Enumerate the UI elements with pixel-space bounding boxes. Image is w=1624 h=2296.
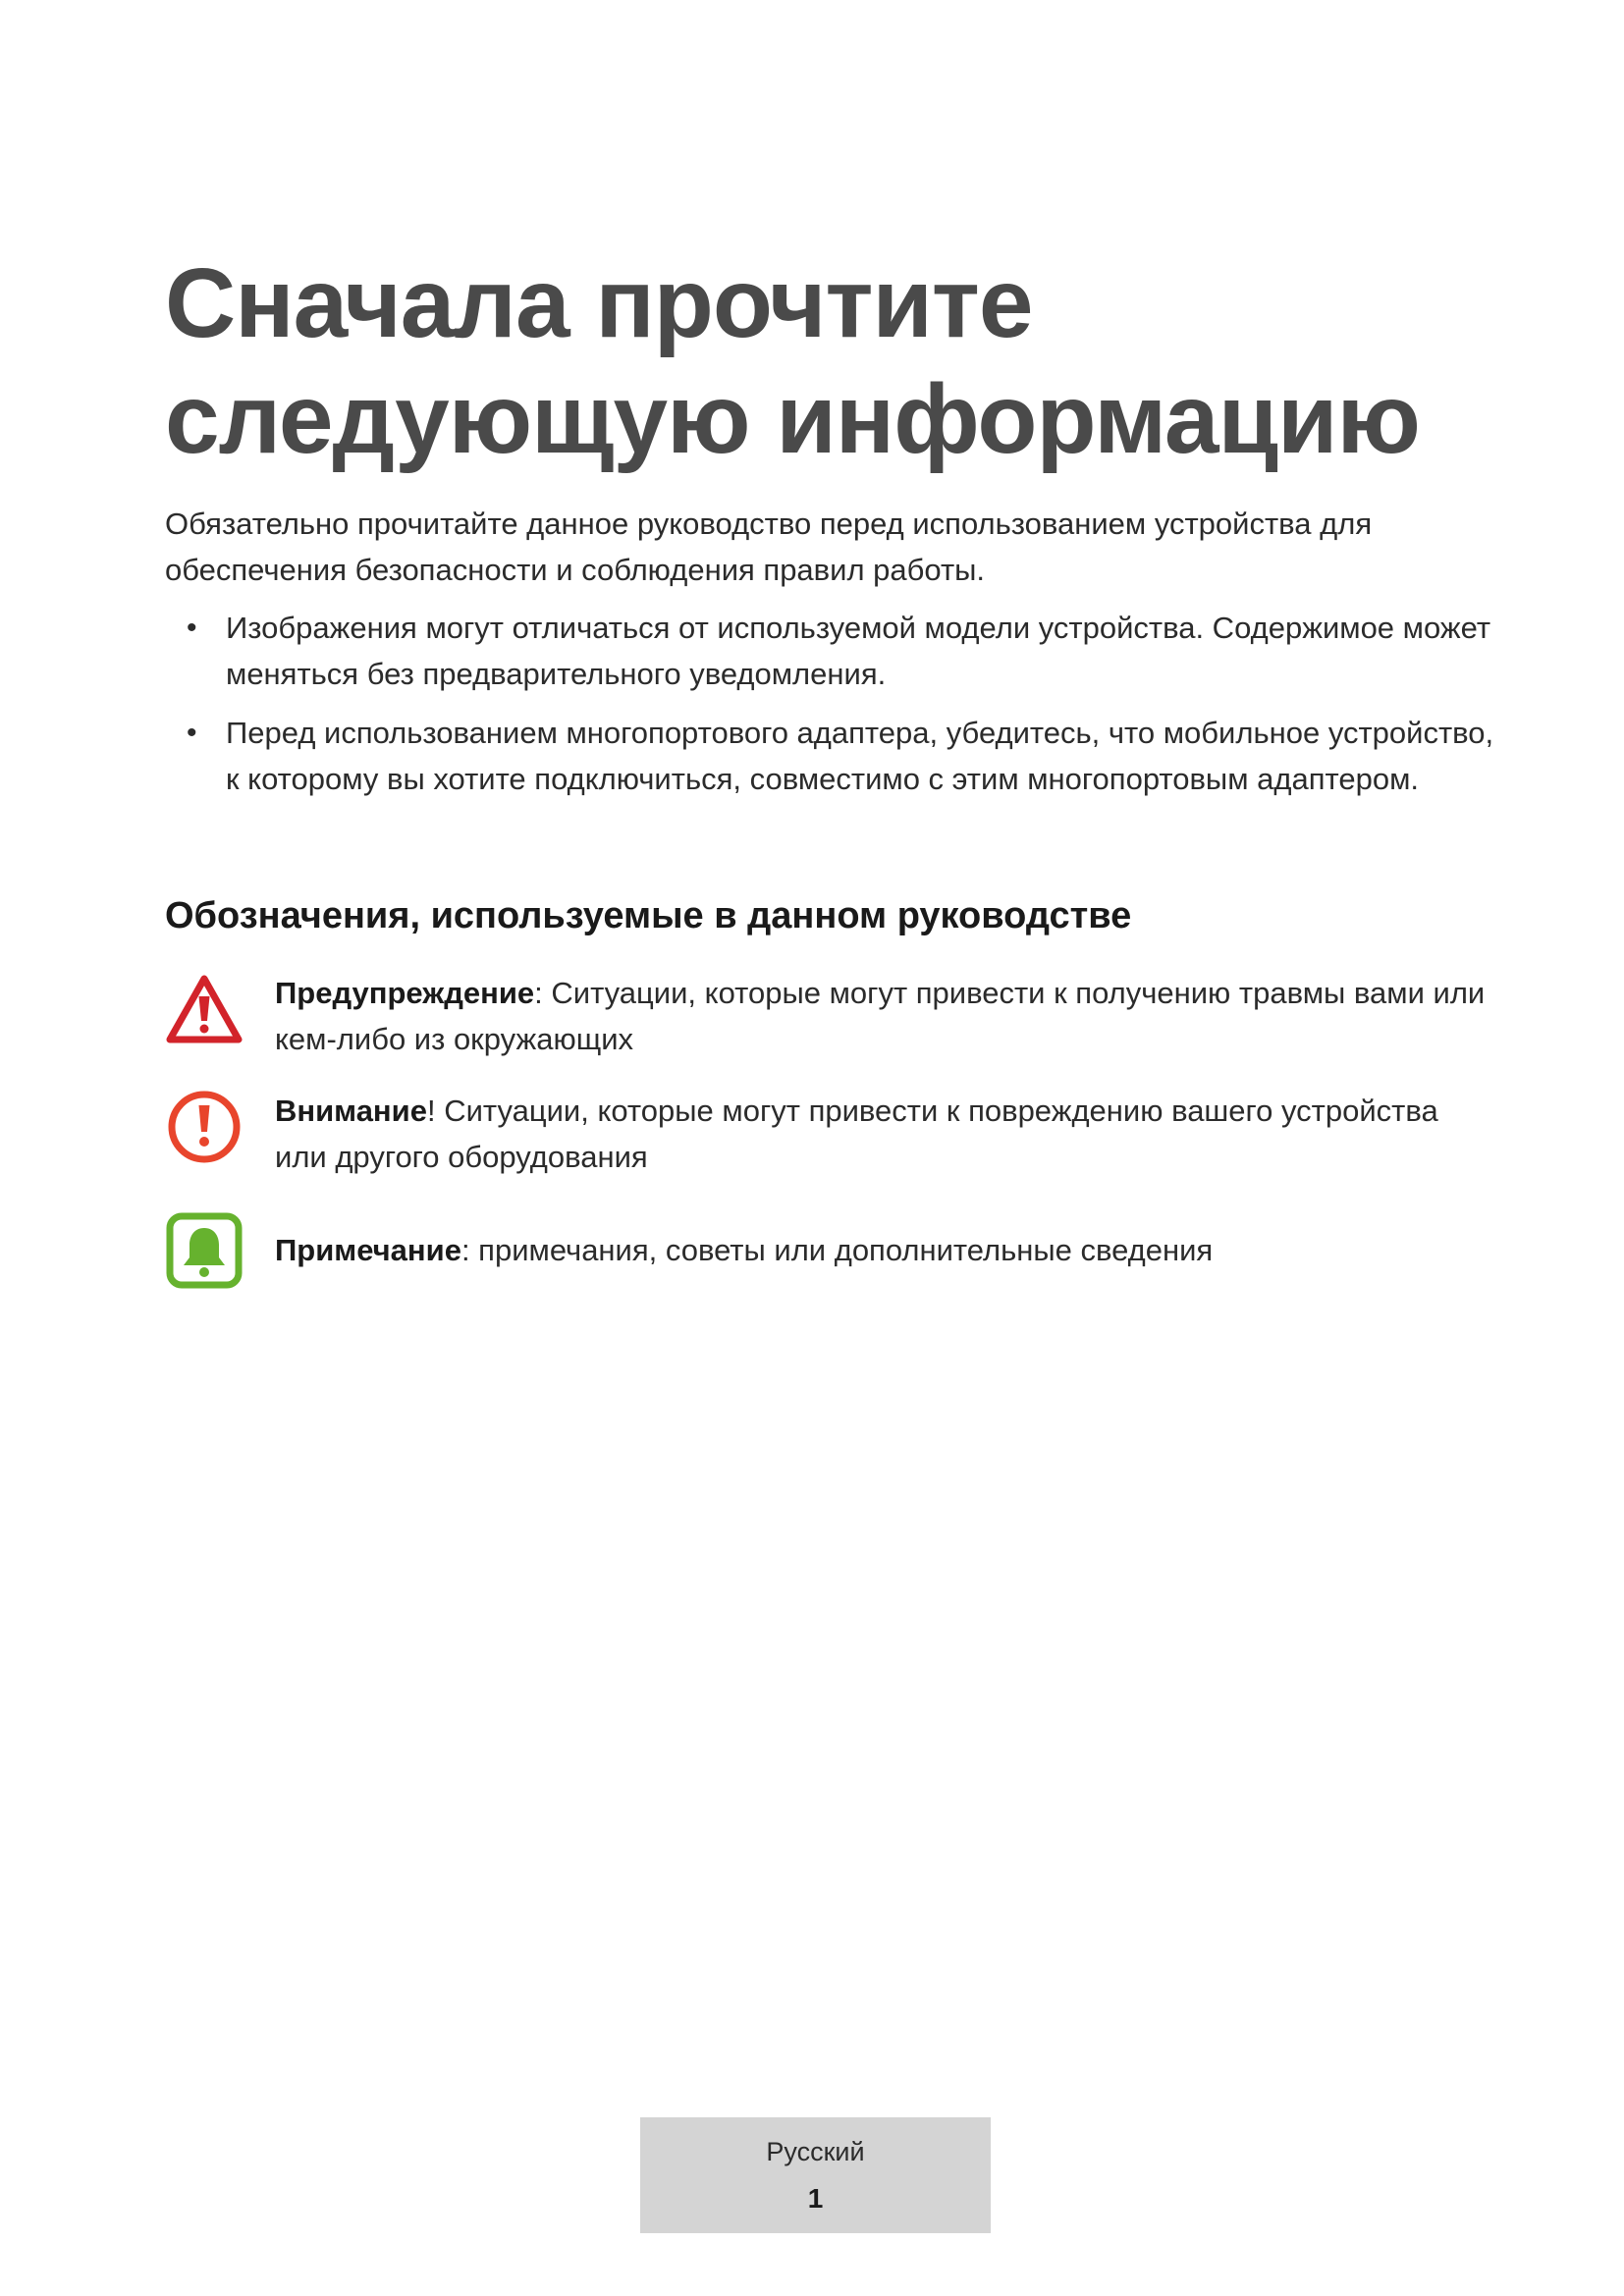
list-item bbox=[165, 710, 1500, 802]
list-item bbox=[165, 605, 1500, 697]
warning-text bbox=[275, 970, 1492, 1062]
caution-exclamation-icon bbox=[165, 1088, 244, 1166]
note-separator: : bbox=[460, 1233, 479, 1267]
note-bell-icon bbox=[165, 1211, 244, 1290]
warning-description: Ситуации, которые могут привести к получению травмы вами или кем-либо из окружающих bbox=[275, 976, 1486, 1056]
page-number: 1 bbox=[807, 2183, 824, 2214]
note-description: примечания, советы или дополнительные сведения bbox=[478, 1233, 1214, 1267]
section-heading: Обозначения, используемые в данном руководстве bbox=[165, 895, 1132, 936]
caution-description: Ситуации, которые могут привести к повреждению вашего устройства или другого оборудования bbox=[275, 1094, 1438, 1174]
footer-language: Русский bbox=[766, 2137, 865, 2166]
bullet-list bbox=[165, 605, 1500, 815]
page-title: Сначала прочтите следующую информацию bbox=[165, 248, 1420, 474]
bullet-marker: • bbox=[187, 612, 197, 644]
caution-label: Внимание bbox=[275, 1094, 427, 1128]
intro-paragraph: Обязательно прочитайте данное руководство перед использованием устройства для обеспечения безопасности и соблюдения правил работы. bbox=[165, 507, 1373, 587]
page-footer bbox=[640, 2117, 991, 2233]
warning-notice bbox=[165, 970, 1500, 1056]
caution-notice bbox=[165, 1088, 1500, 1174]
note-notice bbox=[165, 1211, 1500, 1290]
note-text bbox=[275, 1227, 1492, 1273]
bullet-text: Изображения могут отличаться от используемой модели устройства. Содержимое может меняться без предварительного уведомления. bbox=[226, 611, 1491, 691]
warning-label: Предупреждение bbox=[275, 976, 535, 1010]
caution-text bbox=[275, 1088, 1492, 1180]
warning-triangle-icon bbox=[165, 970, 244, 1048]
bullet-text: Перед использованием многопортового адаптера, убедитесь, что мобильное устройство, к которому вы хотите подключиться, совместимо с этим многопортовым адаптером. bbox=[226, 716, 1494, 796]
warning-separator: : bbox=[534, 976, 552, 1010]
bullet-marker: • bbox=[187, 717, 197, 749]
caution-separator: ! bbox=[426, 1094, 445, 1128]
note-label: Примечание bbox=[275, 1233, 461, 1267]
